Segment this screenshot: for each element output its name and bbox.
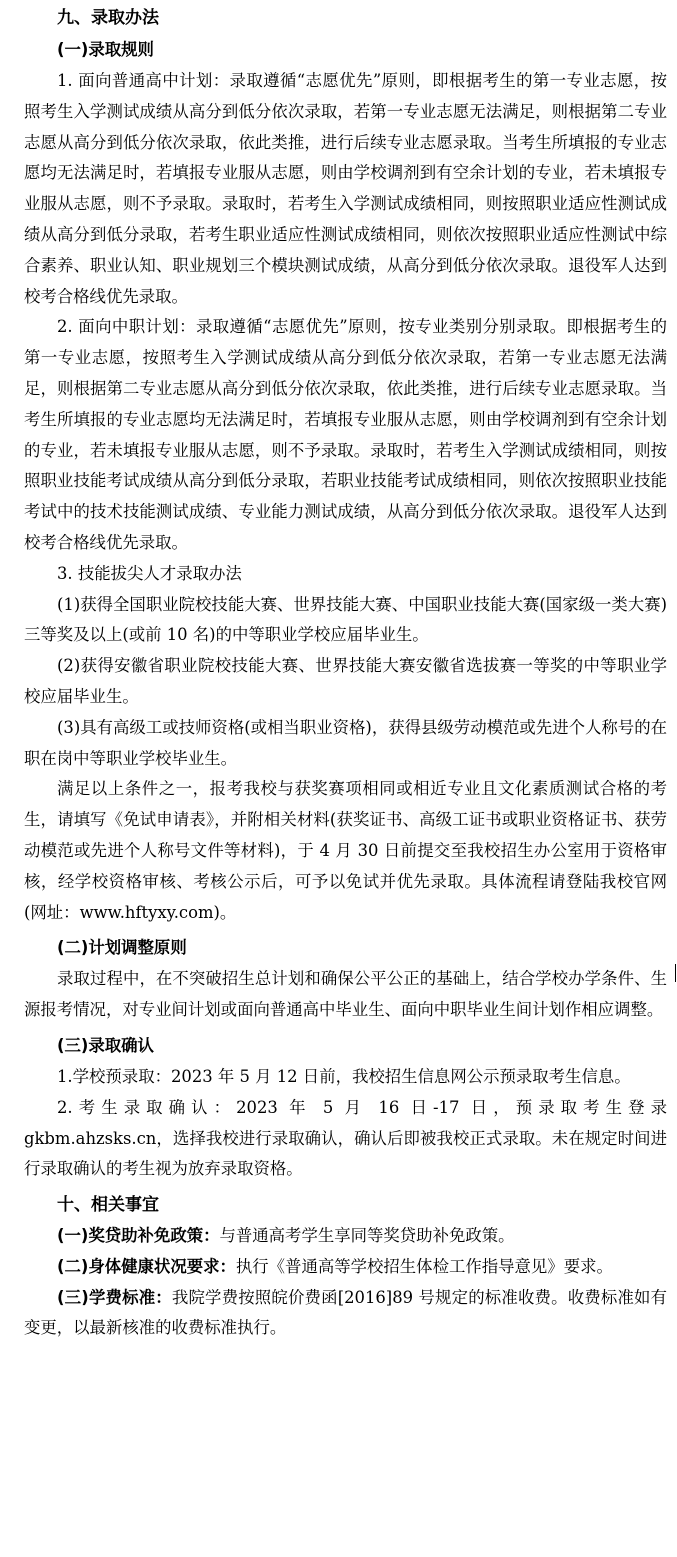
skill-talent-heading: 3. 技能拔尖人才录取办法: [57, 563, 242, 583]
admission-rules-heading: (一)录取规则: [57, 40, 154, 59]
admission-confirm-text: 2.考生录取确认：2023 年 5 月 16 日-17 日，预录取考生登录 gkbm.ahzsks.cn，选择我校进行录取确认，确认后即被我校正式录取。未在规定时间进行录取确认的考生视为放弃录取资格。: [24, 1097, 667, 1179]
section-10-heading: 十、相关事宜: [57, 1195, 159, 1216]
exemption-procedure: 满足以上条件之一，报考我校与获奖赛项相同或相近专业且文化素质测试合格的考生，请填写《免试申请表》，并附相关材料(获奖证书、高级工证书或职业资格证书、获劳动模范或先进个人称号文件等材料)，于 4 月 30 日前提交至我校招生办公室用于资格审核，经学校资格审核、考核公示后，可予以免试并优先录取。具体流程请登陆我校官网(网址：www.hftyxy.com)。: [24, 779, 667, 922]
skill-condition-1: (1)获得全国职业院校技能大赛、世界技能大赛、中国职业技能大赛(国家级一类大赛)三等奖及以上(或前 10 名)的中等职业学校应届毕业生。: [24, 594, 667, 645]
health-requirement-item: [24, 1252, 667, 1283]
financial-aid-item: [24, 1221, 667, 1252]
admission-confirm-heading: (三)录取确认: [57, 1035, 154, 1055]
skill-condition-2: (2)获得安徽省职业院校技能大赛、世界技能大赛安徽省选拔赛一等奖的中等职业学校应届毕业生。: [24, 656, 667, 706]
financial-aid-text: 与普通高考学生享同等奖贷助补免政策。: [219, 1226, 515, 1246]
pre-admission-text: 1.学校预录取：2023 年 5 月 12 日前，我校招生信息网公示预录取考生信息。: [57, 1066, 631, 1086]
general-highschool-rule: 1. 面向普通高中计划：录取遵循“志愿优先”原则，即根据考生的第一专业志愿，按照考生入学测试成绩从高分到低分依次录取，若第一专业志愿无法满足，则根据第二专业志愿从高分到低分依次录取，依此类推，进行后续专业志愿录取。当考生所填报的专业志愿均无法满足时，若填报专业服从志愿，则由学校调剂到有空余计划的专业，若未填报专业服从志愿，则不予录取。录取时，若考生入学测试成绩相同，则按照职业适应性测试成绩从高分到低分录取，若考生职业适应性测试成绩相同，则依次按照职业适应性测试中综合素养、职业认知、职业规划三个模块测试成绩，从高分到低分依次录取。退役军人达到校考合格线优先录取。: [24, 71, 667, 306]
section-9-heading: 九、录取办法: [57, 8, 159, 28]
vocational-school-rule: 2. 面向中职计划：录取遵循“志愿优先”原则，按专业类别分别录取。即根据考生的第一专业志愿，按照考生入学测试成绩从高分到低分依次录取，若第一专业志愿无法满足，则根据第二专业志愿从高分到低分依次录取，依此类推，进行后续专业志愿录取。当考生所填报的专业志愿均无法满足时，若填报专业服从志愿，则由学校调剂到有空余计划的专业，若未填报专业服从志愿，则不予录取。录取时，若考生入学测试成绩相同，则按照职业技能考试成绩从高分到低分录取，若职业技能考试成绩相同，则依次按照职业技能考试中的技术技能测试成绩、专业能力测试成绩，从高分到低分依次录取。退役军人达到校考合格线优先录取。: [24, 317, 667, 552]
plan-adjustment-text: 录取过程中，在不突破招生总计划和确保公平公正的基础上，结合学校办学条件、生源报考情况，对专业间计划或面向普通高中毕业生、面向中职毕业生间计划作相应调整。: [24, 969, 667, 1020]
text-cursor: [675, 964, 676, 982]
tuition-label: (三)学费标准：: [57, 1287, 172, 1307]
plan-adjustment-heading: (二)计划调整原则: [57, 938, 187, 958]
health-requirement-text: 执行《普通高等学校招生体检工作指导意见》要求。: [235, 1256, 613, 1276]
financial-aid-label: (一)奖贷助补免政策：: [57, 1226, 220, 1246]
health-requirement-label: (二)身体健康状况要求：: [57, 1256, 236, 1276]
tuition-text: 我院学费按照皖价费函[2016]89 号规定的标准收费。收费标准如有变更，以最新核准的收费标准执行。: [24, 1287, 668, 1338]
skill-condition-3: (3)具有高级工或技师资格(或相当职业资格)，获得县级劳动模范或先进个人称号的在职在岗中等职业学校毕业生。: [24, 717, 667, 768]
tuition-item: [24, 1283, 667, 1345]
